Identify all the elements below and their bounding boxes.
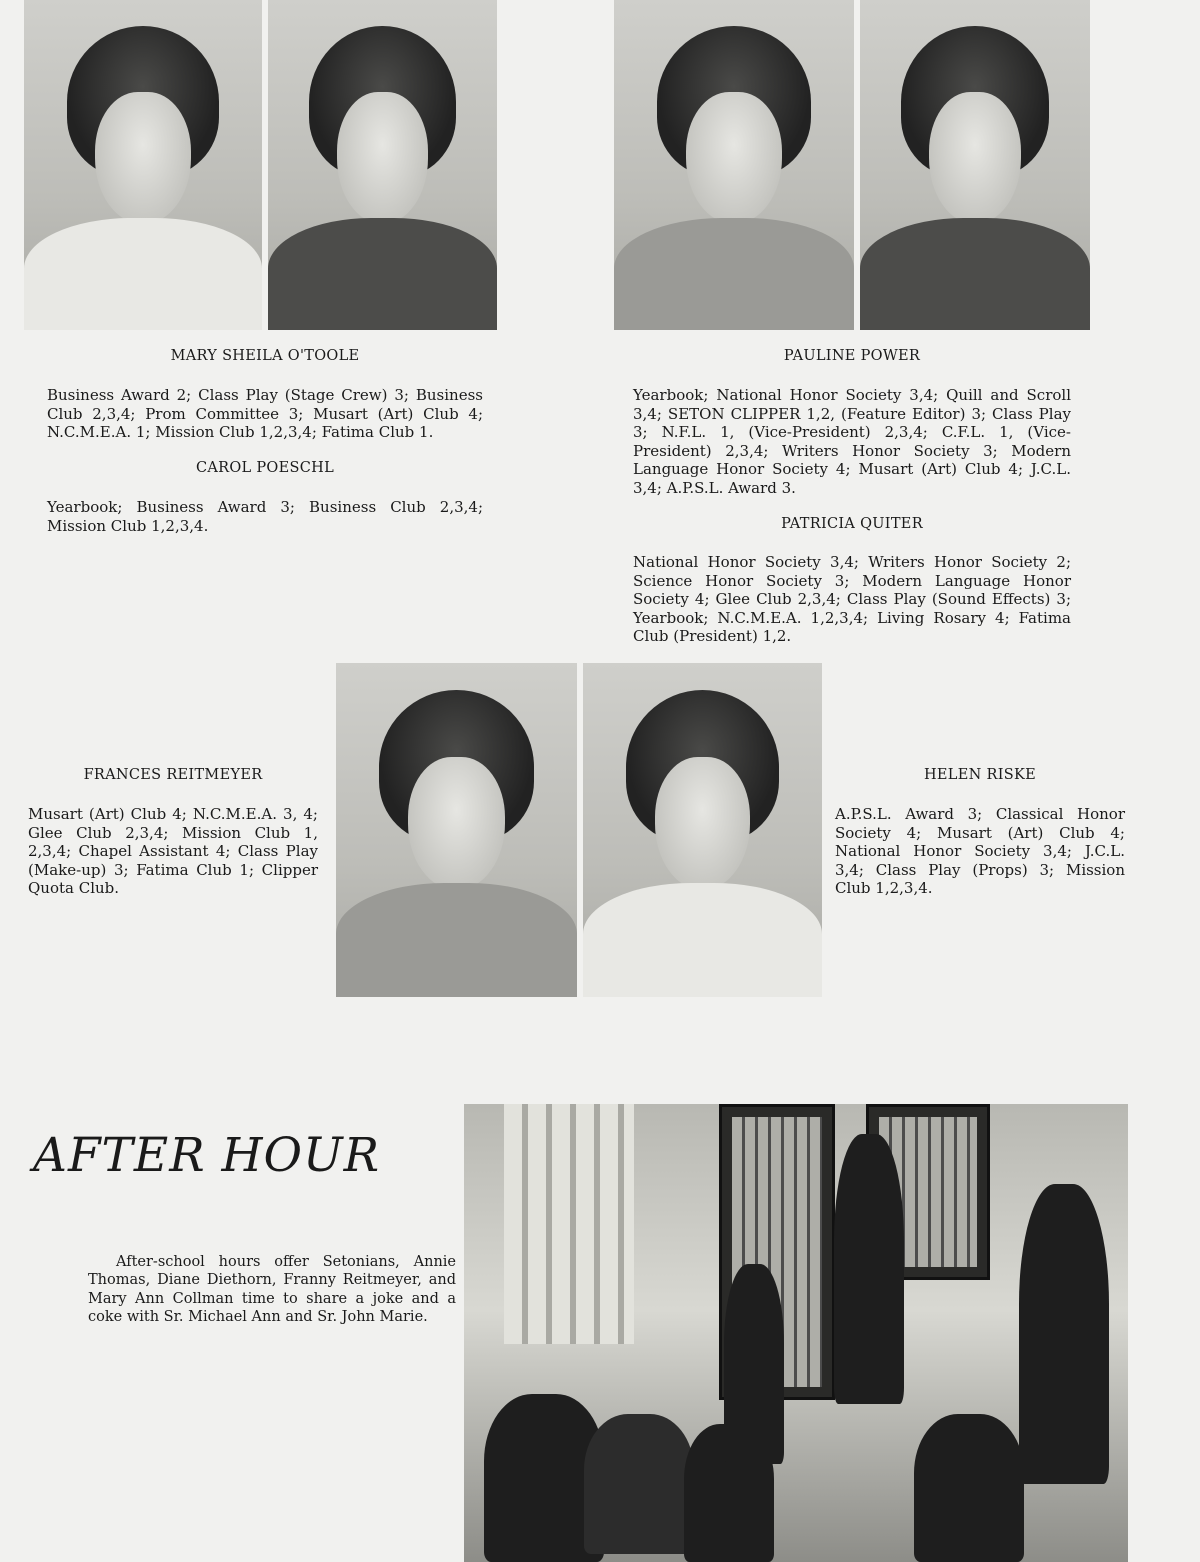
portrait-mary-sheila-otoole [24,0,262,330]
senior-bio: Business Award 2; Class Play (Stage Crew) 3; Business Club 2,3,4; Prom Committee 3; Musart (Art) Club 4; N.C.M.E.A. 1; Mission Club 1,2,3,4; Fatima Club 1. [47,386,483,442]
senior-bio: A.P.S.L. Award 3; Classical Honor Society 4; Musart (Art) Club 4; National Honor Society 3,4; J.C.L. 3,4; Class Play (Props) 3; Mission Club 1,2,3,4. [835,805,1125,898]
senior-bio: Yearbook; Business Award 3; Business Club 2,3,4; Mission Club 1,2,3,4. [47,498,483,535]
senior-name: HELEN RISKE [923,767,1037,783]
senior-name: PATRICIA QUITER [781,516,923,532]
senior-name: FRANCES REITMEYER [83,767,263,783]
portrait-frances-reitmeyer [336,663,577,997]
senior-bio: Yearbook; National Honor Society 3,4; Quill and Scroll 3,4; SETON CLIPPER 1,2, (Feature Editor) 3; Class Play 3; N.F.L. 1, (Vice-President) 2,3,4; C.F.L. 1, (Vice-President) 2,3,4; Writers Honor Society 3; Modern Language Honor Society 4; Musart (Art) Club 4; J.C.L. 3,4; A.P.S.L. Award 3. [633,386,1071,497]
portrait-pauline-power [614,0,854,330]
senior-bio: Musart (Art) Club 4; N.C.M.E.A. 3, 4; Glee Club 2,3,4; Mission Club 1, 2,3,4; Chapel Assistant 4; Class Play (Make-up) 3; Fatima Club 1; Clipper Quota Club. [28,805,318,898]
senior-name: CAROL POESCHL [195,460,335,476]
section-title: AFTER HOUR [33,1128,381,1183]
senior-bio: National Honor Society 3,4; Writers Honor Society 2; Science Honor Society 3; Modern Language Honor Society 4; Glee Club 2,3,4; Class Play (Sound Effects) 3; Yearbook; N.C.M.E.A. 1,2,3,4; Living Rosary 4; Fatima Club (President) 1,2. [633,553,1071,646]
photo-caption: After-school hours offer Setonians, Annie Thomas, Diane Diethorn, Franny Reitmeyer, and Mary Ann Collman time to share a joke and a coke with Sr. Michael Ann and Sr. John Marie. [88,1254,456,1326]
portrait-helen-riske [583,663,822,997]
senior-name: MARY SHEILA O'TOOLE [170,348,360,364]
portrait-carol-poeschl [268,0,497,330]
group-photo [464,1104,1128,1562]
senior-name: PAULINE POWER [783,348,921,364]
portrait-patricia-quiter [860,0,1090,330]
